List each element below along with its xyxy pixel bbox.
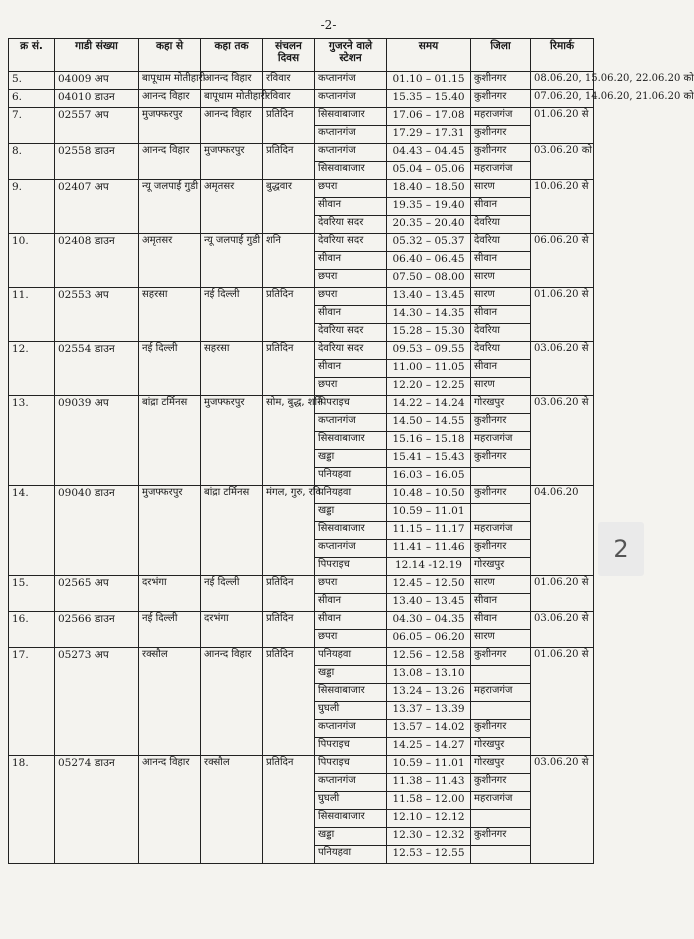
time-cell: 11.58 – 12.00 (387, 792, 471, 810)
from-cell: मुजफ्फरपुर (139, 108, 201, 144)
train-number-cell: 05274 डाउन (55, 756, 139, 864)
station-cell: खड्डा (315, 450, 387, 468)
from-cell: सहरसा (139, 288, 201, 342)
table-body (9, 72, 694, 864)
time-cell: 12.45 – 12.50 (387, 576, 471, 594)
station-cell: देवरिया सदर (315, 324, 387, 342)
to-cell: दरभंगा (201, 612, 263, 648)
train-number-cell: 05273 अप (55, 648, 139, 756)
station-cell: देवरिया सदर (315, 234, 387, 252)
time-cell: 06.05 – 06.20 (387, 630, 471, 648)
remark-cell: 06.06.20 से (531, 234, 594, 288)
district-cell: गोरखपुर (471, 396, 531, 414)
district-cell: कुशीनगर (471, 774, 531, 792)
district-cell: महराजगंज (471, 108, 531, 126)
to-cell: रक्सौल (201, 756, 263, 864)
days-cell: प्रतिदिन (263, 648, 315, 756)
from-cell: बापूधाम मोतीहारी (139, 72, 201, 90)
serial-cell: 15. (9, 576, 55, 612)
days-cell: प्रतिदिन (263, 756, 315, 864)
header-from: कहा से (139, 39, 201, 72)
train-row (9, 756, 594, 774)
district-cell: कुशीनगर (471, 828, 531, 846)
district-cell: सारण (471, 378, 531, 396)
station-cell: छपरा (315, 576, 387, 594)
station-cell: पनियहवा (315, 468, 387, 486)
remark-cell: 01.06.20 से (531, 576, 594, 612)
time-cell: 15.16 – 15.18 (387, 432, 471, 450)
station-cell: पनियहवा (315, 648, 387, 666)
page-number: -2- (320, 18, 337, 32)
time-cell: 13.08 – 13.10 (387, 666, 471, 684)
train-number-cell: 04009 अप (55, 72, 139, 90)
from-cell: न्यू जलपाई गुडी (139, 180, 201, 234)
station-cell: कप्तानगंज (315, 126, 387, 144)
to-cell: आनन्द विहार (201, 72, 263, 90)
station-cell: सिसवाबाजार (315, 684, 387, 702)
station-cell: सीवान (315, 612, 387, 630)
station-cell: पिपराइच (315, 396, 387, 414)
district-cell: महराजगंज (471, 522, 531, 540)
district-cell: गोरखपुर (471, 756, 531, 774)
time-cell: 06.40 – 06.45 (387, 252, 471, 270)
station-cell: देवरिया सदर (315, 216, 387, 234)
train-number-cell: 09040 डाउन (55, 486, 139, 576)
district-cell: सारण (471, 180, 531, 198)
to-cell: मुजफ्फरपुर (201, 144, 263, 180)
from-cell: आनन्द विहार (139, 144, 201, 180)
days-cell: मंगल, गुरु, रवि (263, 486, 315, 576)
time-cell: 13.24 – 13.26 (387, 684, 471, 702)
time-cell: 14.30 – 14.35 (387, 306, 471, 324)
station-cell: छपरा (315, 630, 387, 648)
train-row (9, 180, 594, 198)
days-cell: प्रतिदिन (263, 144, 315, 180)
remark-cell: 04.06.20 (531, 486, 594, 576)
station-cell: सिसवाबाजार (315, 432, 387, 450)
train-row (9, 234, 594, 252)
header-days: संचलन दिवस (263, 39, 315, 72)
station-cell: छपरा (315, 180, 387, 198)
time-cell: 10.48 – 10.50 (387, 486, 471, 504)
time-cell: 14.22 – 14.24 (387, 396, 471, 414)
time-cell: 12.20 – 12.25 (387, 378, 471, 396)
station-cell: सीवान (315, 594, 387, 612)
time-cell: 15.41 – 15.43 (387, 450, 471, 468)
serial-cell: 14. (9, 486, 55, 576)
district-cell (471, 810, 531, 828)
serial-cell: 13. (9, 396, 55, 486)
district-cell: महराजगंज (471, 162, 531, 180)
train-row (9, 576, 594, 594)
train-number-cell: 02554 डाउन (55, 342, 139, 396)
train-row (9, 486, 594, 504)
serial-cell: 8. (9, 144, 55, 180)
time-cell: 11.41 – 11.46 (387, 540, 471, 558)
district-cell: महराजगंज (471, 792, 531, 810)
serial-cell: 16. (9, 612, 55, 648)
days-cell: रविवार (263, 72, 315, 90)
district-cell: कुशीनगर (471, 450, 531, 468)
time-cell: 14.50 – 14.55 (387, 414, 471, 432)
station-cell: सिसवाबाजार (315, 522, 387, 540)
header-to: कहा तक (201, 39, 263, 72)
from-cell: अमृतसर (139, 234, 201, 288)
district-cell: सारण (471, 288, 531, 306)
time-cell: 10.59 – 11.01 (387, 504, 471, 522)
district-cell: देवरिया (471, 234, 531, 252)
station-cell: खड्डा (315, 504, 387, 522)
time-cell: 12.10 – 12.12 (387, 810, 471, 828)
station-cell: कप्तानगंज (315, 540, 387, 558)
train-number-cell: 09039 अप (55, 396, 139, 486)
district-cell: कुशीनगर (471, 414, 531, 432)
district-cell: कुशीनगर (471, 486, 531, 504)
district-cell: देवरिया (471, 216, 531, 234)
train-row (9, 342, 594, 360)
remark-cell: 03.06.20 से (531, 756, 594, 864)
station-cell: सीवान (315, 360, 387, 378)
serial-cell: 5. (9, 72, 55, 90)
header-remark: रिमार्क (531, 39, 594, 72)
serial-cell: 7. (9, 108, 55, 144)
train-row (9, 288, 594, 306)
header-time: समय (387, 39, 471, 72)
district-cell: गोरखपुर (471, 738, 531, 756)
time-cell: 17.06 – 17.08 (387, 108, 471, 126)
district-cell: सारण (471, 270, 531, 288)
district-cell (471, 702, 531, 720)
district-cell: महराजगंज (471, 684, 531, 702)
district-cell: देवरिया (471, 342, 531, 360)
to-cell: बापूधाम मोतीहारी (201, 90, 263, 108)
train-number-cell: 02565 अप (55, 576, 139, 612)
district-cell: सारण (471, 576, 531, 594)
time-cell: 12.53 – 12.55 (387, 846, 471, 864)
to-cell: न्यू जलपाई गुडी (201, 234, 263, 288)
from-cell: दरभंगा (139, 576, 201, 612)
station-cell: कप्तानगंज (315, 90, 387, 108)
train-number-cell: 02558 डाउन (55, 144, 139, 180)
remark-cell: 01.06.20 से (531, 288, 594, 342)
serial-cell: 17. (9, 648, 55, 756)
station-cell: देवरिया सदर (315, 342, 387, 360)
to-cell: आनन्द विहार (201, 648, 263, 756)
remark-cell: 07.06.20, 14.06.20, 21.06.20 को (531, 90, 594, 108)
from-cell: मुजफ्फरपुर (139, 486, 201, 576)
station-cell: कप्तानगंज (315, 72, 387, 90)
header-train-number: गाडी संख्या (55, 39, 139, 72)
district-cell: सीवान (471, 252, 531, 270)
train-schedule-table (8, 38, 694, 864)
train-row (9, 144, 594, 162)
serial-cell: 18. (9, 756, 55, 864)
time-cell: 13.57 – 14.02 (387, 720, 471, 738)
page-indicator-badge: 2 (598, 522, 644, 576)
time-cell: 13.37 – 13.39 (387, 702, 471, 720)
time-cell: 04.43 – 04.45 (387, 144, 471, 162)
station-cell: पिपराइच (315, 558, 387, 576)
time-cell: 17.29 – 17.31 (387, 126, 471, 144)
from-cell: रक्सौल (139, 648, 201, 756)
district-cell: कुशीनगर (471, 540, 531, 558)
time-cell: 20.35 – 20.40 (387, 216, 471, 234)
days-cell: प्रतिदिन (263, 108, 315, 144)
remark-cell: 08.06.20, 15.06.20, 22.06.20 को (531, 72, 594, 90)
train-row (9, 72, 594, 90)
train-number-cell: 02553 अप (55, 288, 139, 342)
district-cell (471, 846, 531, 864)
station-cell: घुघली (315, 702, 387, 720)
time-cell: 05.32 – 05.37 (387, 234, 471, 252)
to-cell: बांद्रा टर्मिनस (201, 486, 263, 576)
station-cell: सीवान (315, 198, 387, 216)
serial-cell: 9. (9, 180, 55, 234)
train-number-cell: 02566 डाउन (55, 612, 139, 648)
district-cell (471, 666, 531, 684)
from-cell: नई दिल्ली (139, 612, 201, 648)
serial-cell: 12. (9, 342, 55, 396)
station-cell: सिसवाबाजार (315, 108, 387, 126)
station-cell: पिपराइच (315, 756, 387, 774)
train-row (9, 396, 594, 414)
time-cell: 12.14 -12.19 (387, 558, 471, 576)
time-cell: 01.10 – 01.15 (387, 72, 471, 90)
time-cell: 12.30 – 12.32 (387, 828, 471, 846)
district-cell: सीवान (471, 198, 531, 216)
days-cell: प्रतिदिन (263, 288, 315, 342)
remark-cell: 03.06.20 से (531, 612, 594, 648)
time-cell: 19.35 – 19.40 (387, 198, 471, 216)
district-cell: महराजगंज (471, 432, 531, 450)
station-cell: कप्तानगंज (315, 414, 387, 432)
remark-cell: 01.06.20 से (531, 108, 594, 144)
district-cell: कुशीनगर (471, 90, 531, 108)
time-cell: 15.28 – 15.30 (387, 324, 471, 342)
time-cell: 14.25 – 14.27 (387, 738, 471, 756)
district-cell: कुशीनगर (471, 126, 531, 144)
district-cell: सारण (471, 630, 531, 648)
to-cell: अमृतसर (201, 180, 263, 234)
time-cell: 11.15 – 11.17 (387, 522, 471, 540)
station-cell: सिसवाबाजार (315, 810, 387, 828)
header-stations: गुजरने वाले स्टेशन (315, 39, 387, 72)
train-number-cell: 04010 डाउन (55, 90, 139, 108)
train-number-cell: 02407 अप (55, 180, 139, 234)
to-cell: मुजफ्फरपुर (201, 396, 263, 486)
to-cell: सहरसा (201, 342, 263, 396)
header-serial: क्र सं. (9, 39, 55, 72)
remark-cell: 10.06.20 से (531, 180, 594, 234)
serial-cell: 11. (9, 288, 55, 342)
remark-cell: 03.06.20 से (531, 396, 594, 486)
station-cell: घुघली (315, 792, 387, 810)
table-header-row (9, 39, 594, 72)
train-row (9, 90, 594, 108)
time-cell: 11.38 – 11.43 (387, 774, 471, 792)
time-cell: 05.04 – 05.06 (387, 162, 471, 180)
station-cell: छपरा (315, 378, 387, 396)
time-cell: 15.35 – 15.40 (387, 90, 471, 108)
from-cell: आनन्द विहार (139, 90, 201, 108)
district-cell: कुशीनगर (471, 648, 531, 666)
from-cell: बांद्रा टर्मिनस (139, 396, 201, 486)
district-cell (471, 504, 531, 522)
to-cell: नई दिल्ली (201, 576, 263, 612)
district-cell: कुशीनगर (471, 144, 531, 162)
station-cell: खड्डा (315, 666, 387, 684)
header-district: जिला (471, 39, 531, 72)
time-cell: 09.53 – 09.55 (387, 342, 471, 360)
serial-cell: 6. (9, 90, 55, 108)
time-cell: 18.40 – 18.50 (387, 180, 471, 198)
station-cell: सीवान (315, 252, 387, 270)
from-cell: नई दिल्ली (139, 342, 201, 396)
train-number-cell: 02408 डाउन (55, 234, 139, 288)
station-cell: पनियहवा (315, 486, 387, 504)
time-cell: 10.59 – 11.01 (387, 756, 471, 774)
district-cell: सीवान (471, 612, 531, 630)
train-row (9, 648, 594, 666)
time-cell: 12.56 – 12.58 (387, 648, 471, 666)
train-number-cell: 02557 अप (55, 108, 139, 144)
district-cell: सीवान (471, 594, 531, 612)
days-cell: प्रतिदिन (263, 576, 315, 612)
district-cell: देवरिया (471, 324, 531, 342)
district-cell: गोरखपुर (471, 558, 531, 576)
station-cell: सिसवाबाजार (315, 162, 387, 180)
serial-cell: 10. (9, 234, 55, 288)
station-cell: सीवान (315, 306, 387, 324)
time-cell: 13.40 – 13.45 (387, 288, 471, 306)
district-cell: सीवान (471, 360, 531, 378)
station-cell: छपरा (315, 270, 387, 288)
time-cell: 13.40 – 13.45 (387, 594, 471, 612)
train-row (9, 108, 594, 126)
station-cell: कप्तानगंज (315, 144, 387, 162)
district-cell: सीवान (471, 306, 531, 324)
remark-cell: 03.06.20 से (531, 342, 594, 396)
to-cell: आनन्द विहार (201, 108, 263, 144)
time-cell: 07.50 – 08.00 (387, 270, 471, 288)
district-cell (471, 468, 531, 486)
station-cell: पिपराइच (315, 738, 387, 756)
days-cell: शनि (263, 234, 315, 288)
time-cell: 11.00 – 11.05 (387, 360, 471, 378)
days-cell: प्रतिदिन (263, 342, 315, 396)
days-cell: सोम, बुद्ध, शनि (263, 396, 315, 486)
train-row (9, 612, 594, 630)
station-cell: कप्तानगंज (315, 774, 387, 792)
station-cell: छपरा (315, 288, 387, 306)
to-cell: नई दिल्ली (201, 288, 263, 342)
remark-cell: 01.06.20 से (531, 648, 594, 756)
station-cell: पनियहवा (315, 846, 387, 864)
station-cell: खड्डा (315, 828, 387, 846)
district-cell: कुशीनगर (471, 72, 531, 90)
remark-cell: 03.06.20 को (531, 144, 594, 180)
time-cell: 04.30 – 04.35 (387, 612, 471, 630)
days-cell: प्रतिदिन (263, 612, 315, 648)
station-cell: कप्तानगंज (315, 720, 387, 738)
district-cell: कुशीनगर (471, 720, 531, 738)
days-cell: बुद्धवार (263, 180, 315, 234)
time-cell: 16.03 – 16.05 (387, 468, 471, 486)
from-cell: आनन्द विहार (139, 756, 201, 864)
days-cell: रविवार (263, 90, 315, 108)
